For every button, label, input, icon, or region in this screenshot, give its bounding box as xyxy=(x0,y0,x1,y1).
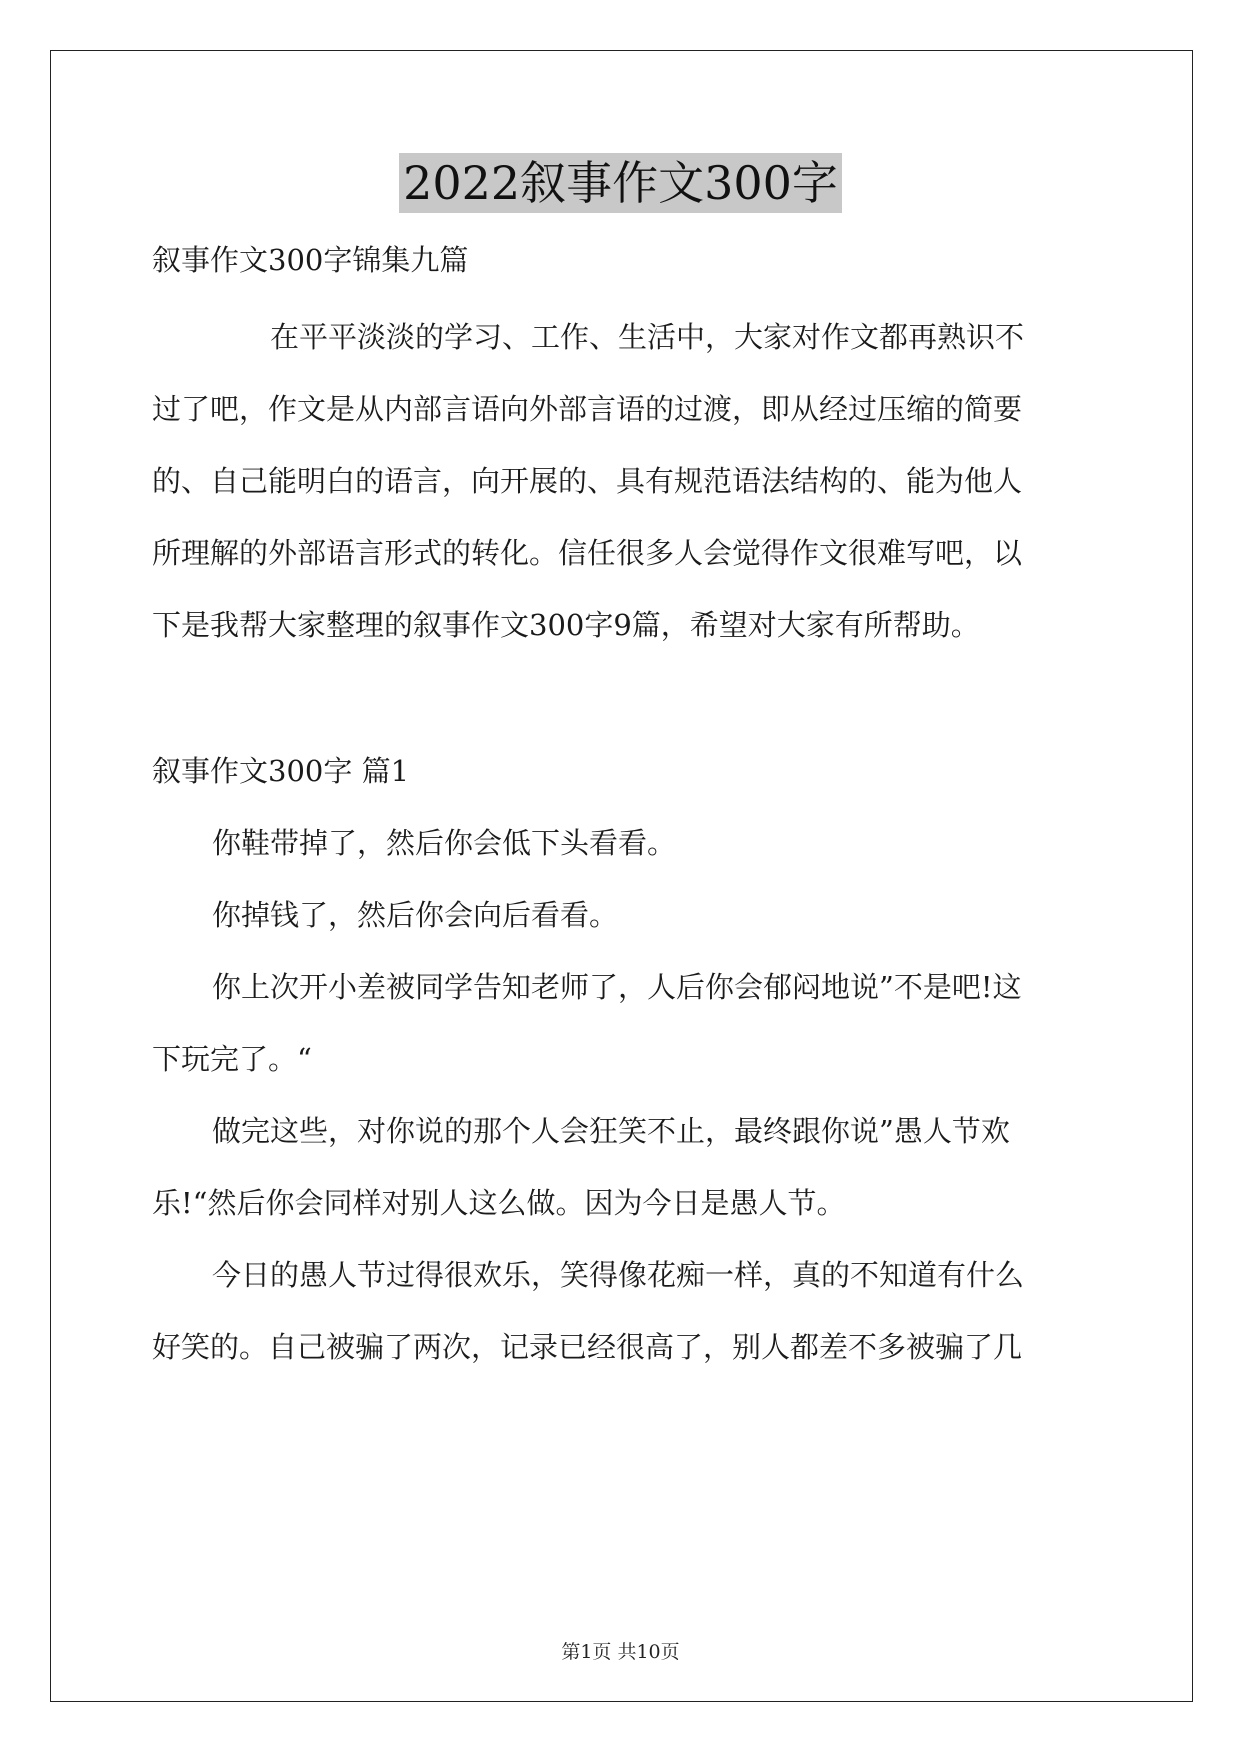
body-line-1: 你鞋带掉了，然后你会低下头看看。 xyxy=(212,826,677,860)
section-heading: 叙事作文300字 篇1 xyxy=(152,754,410,788)
body-line-3: 你上次开小差被同学告知老师了，人后你会郁闷地说”不是吧!这 xyxy=(212,970,1022,1004)
document-title: 2022叙事作文300字 xyxy=(399,153,842,213)
body-line-2: 你掉钱了，然后你会向后看看。 xyxy=(212,898,619,932)
intro-line-3: 的、自己能明白的语言，向开展的、具有规范语法结构的、能为他人 xyxy=(152,464,1023,498)
body-line-6: 乐!“然后你会同样对别人这么做。因为今日是愚人节。 xyxy=(152,1186,846,1220)
body-line-4: 下玩完了。“ xyxy=(152,1042,312,1076)
body-line-8: 好笑的。自己被骗了两次，记录已经很高了，别人都差不多被骗了几 xyxy=(152,1330,1023,1364)
body-line-7: 今日的愚人节过得很欢乐，笑得像花痴一样，真的不知道有什么 xyxy=(212,1258,1025,1292)
page-footer: 第1页 共10页 xyxy=(561,1641,680,1663)
body-line-5: 做完这些，对你说的那个人会狂笑不止，最终跟你说”愚人节欢 xyxy=(212,1114,1010,1148)
intro-line-4: 所理解的外部语言形式的转化。信任很多人会觉得作文很难写吧，以 xyxy=(152,536,1023,570)
title-container xyxy=(0,153,1241,213)
page-border xyxy=(50,50,1193,1702)
intro-line-5: 下是我帮大家整理的叙事作文300字9篇，希望对大家有所帮助。 xyxy=(152,608,980,642)
intro-line-2: 过了吧，作文是从内部言语向外部言语的过渡，即从经过压缩的简要 xyxy=(152,392,1023,426)
intro-line-1: 在平平淡淡的学习、工作、生活中，大家对作文都再熟识不 xyxy=(270,320,1025,354)
document-subtitle: 叙事作文300字锦集九篇 xyxy=(152,243,469,277)
